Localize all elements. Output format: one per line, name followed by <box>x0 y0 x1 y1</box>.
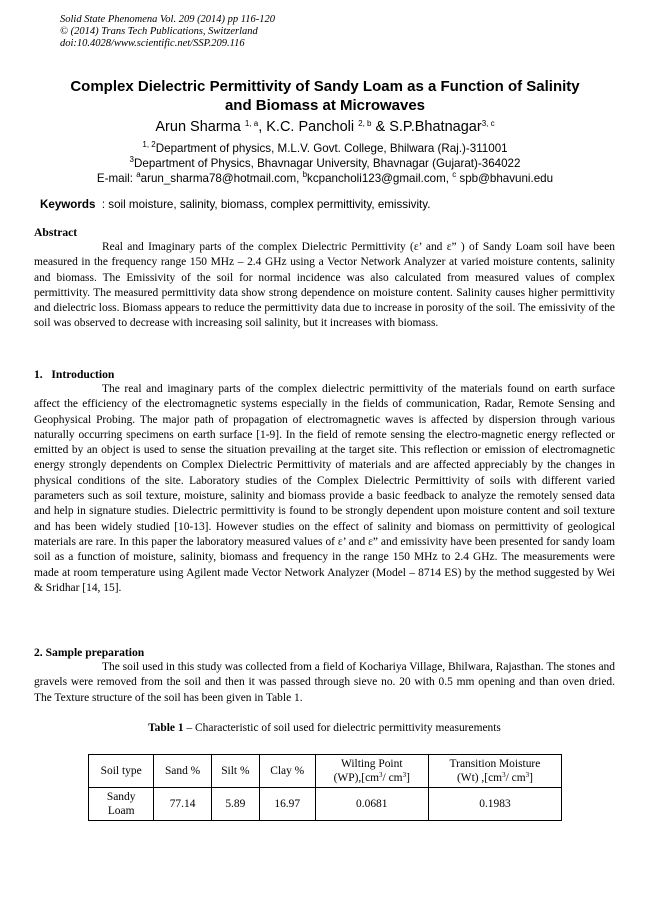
table-caption-label: Table 1 <box>148 722 184 734</box>
title-line-2: and Biomass at Microwaves <box>224 97 426 114</box>
keywords-label: Keywords <box>40 198 96 211</box>
email-c: spb@bhavuni.edu <box>456 172 554 185</box>
cell-clay: 16.97 <box>259 788 315 821</box>
cell-silt: 5.89 <box>211 788 259 821</box>
header-wilting-point: Wilting Point $(WP),[cm^3/$ $cm^3$] <box>315 755 428 788</box>
journal-citation: Solid State Phenomena Vol. 209 (2014) pp 116-120 <box>60 14 276 25</box>
email-b: kcpancholi123@gmail.com, <box>307 172 453 185</box>
sample-text: The soil used in this study was collected from a field of Kochariya Village, Bhilwara, Rajasthan. The stones and gravels were removed from the soil and then it was passed through sieve no. 20 with 0.5 mm opening and than oven dried. The Texture structure of the soil has been given in Table 1. <box>34 661 615 704</box>
affiliation-1: $^{1, 2}$Department of physics, M.L.V. Govt. College, Bhilwara (Raj.)-311001 <box>142 140 508 155</box>
email-line: E-mail: $^a$arun_sharma78@hotmail.com, $^b$kcpancholi123@gmail.com, $^c$ spb@bhavuni.edu <box>96 170 554 185</box>
author-list <box>40 118 610 136</box>
journal-header <box>60 14 275 50</box>
cell-wilting-point: 0.0681 <box>315 788 428 821</box>
paper-title <box>40 77 610 115</box>
introduction-heading: 1. Introduction <box>34 368 115 381</box>
author-1-marker: 1, a <box>244 119 259 128</box>
email-a: arun_sharma78@hotmail.com, <box>140 172 303 185</box>
cell-sand: 77.14 <box>154 788 212 821</box>
abstract-heading: Abstract <box>34 226 78 239</box>
affiliation-2: $^3$Department of Physics, Bhavnagar University, Bhavnagar (Gujarat)-364022 <box>129 155 521 170</box>
keywords <box>40 198 430 211</box>
header-silt: Silt % <box>211 755 259 788</box>
author-3: & S.P.Bhatnagar <box>371 119 482 135</box>
author-1: Arun Sharma <box>155 119 241 135</box>
table-caption-text: – Characteristic of soil used for dielectric permittivity measurements <box>183 722 501 734</box>
abstract-text: Real and Imaginary parts of the complex Dielectric Permittivity (ε’ and ε” ) of Sandy Loam soil have been measured in the frequency range 150 MHz – 2.4 GHz using a Vector Network Analyzer at varied moisture contents, salinity and biomass. The Emissivity of the soil for normal incidence was also calculated from measured values of complex permittivity. The measured permittivity data show strong dependence on moisture content. Salinity causes higher permittivity and dielectric loss. Biomass appears to reduce the permittivity data due to increase in porosity of the soil. The emissivity of the soil was observed to decrease with increasing soil salinity, but it increases with biomass. <box>34 241 615 330</box>
table-row <box>89 788 562 821</box>
table-header-row <box>89 755 562 788</box>
introduction-text: The real and imaginary parts of the complex dielectric permittivity of the materials found on earth surface affect the efficiency of the electromagnetic systems especially in the fields of communication, Radar, Remote Sensing and Geophysical Probing. The major path of propagation of electromagnetic waves is affected by dispersion through various naturally occurring specimens on earth surface [1-9]. In the field of remote sensing the electro-magnetic energy reflected or emitted by an object is used to sense the situation prevailing at the target site. This reflection or emission of electromagnetic energy strongly dependents on Complex Dielectric Permittivity of materials and are affected appreciably by the changes in physical conditions of the site. Laboratory studies of the Complex Dielectric Permittivity of soils with different varied parameters such as soil texture, moisture, salinity and biomass provide a basic feedback to analyze the remotely sensed data and help in signature studies. Dielectric permittivity is found to be strongly dependent upon moisture content and soil texture and has been widely studied [10-13]. However studies on the effect of salinity and biomass on permittivity of geological materials are rare. In this paper the laboratory measured values of ε’ and ε” and emissivity have been presented for sandy loam soil as a function of moisture, salinity, biomass and frequency in the range 150 MHz to 2.4 GHz. The measurements were made at room temperature using Agilent made Vector Network Analyzer (Model – 8714 ES) by the method suggested by Wei & Sridhar [14, 15]. <box>34 383 615 594</box>
table-caption <box>34 722 615 734</box>
keywords-text: : soil moisture, salinity, biomass, complex permittivity, emissivity. <box>95 198 431 211</box>
header-transition-moisture: Transition Moisture (Wt) $,[cm^3/$ $cm^3$] <box>428 755 561 788</box>
soil-characteristics-table <box>88 754 562 821</box>
doi-line: doi:10.4028/www.scientific.net/SSP.209.116 <box>60 38 245 49</box>
copyright-line: © (2014) Trans Tech Publications, Switzerland <box>60 26 258 37</box>
author-2: , K.C. Pancholi <box>258 119 355 135</box>
author-3-marker: 3, c <box>481 119 495 128</box>
cell-transition-moisture: 0.1983 <box>428 788 561 821</box>
cell-soil-type: Sandy Loam <box>89 788 154 821</box>
header-sand: Sand % <box>154 755 212 788</box>
title-line-1: Complex Dielectric Permittivity of Sandy Loam as a Function of Salinity <box>70 78 580 95</box>
header-clay: Clay % <box>259 755 315 788</box>
sample-heading: 2. Sample preparation <box>34 646 145 659</box>
header-soil-type: Soil type <box>89 755 154 788</box>
author-2-marker: 2, b <box>358 119 372 128</box>
